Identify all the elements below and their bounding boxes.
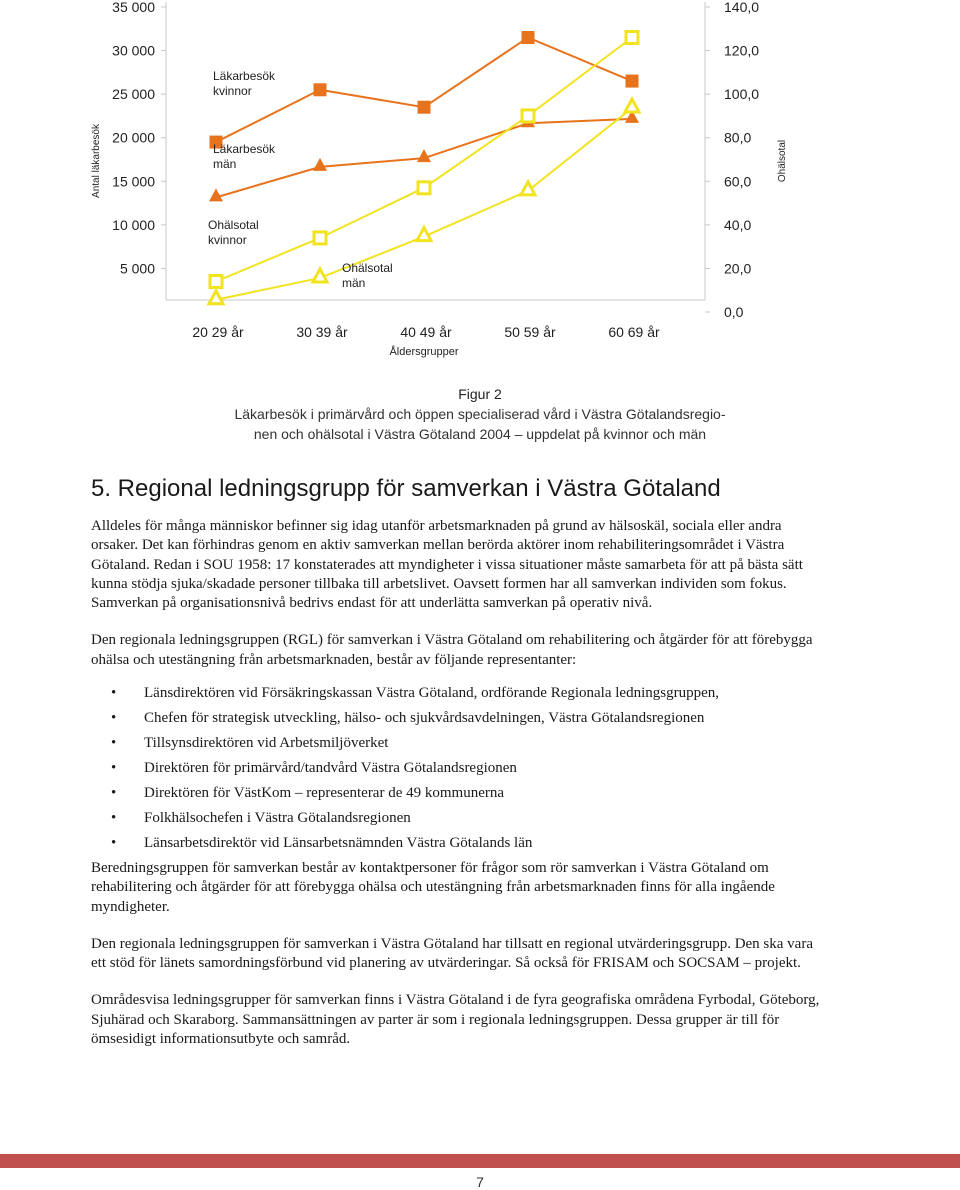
series-label bbox=[213, 142, 276, 171]
representatives-list bbox=[91, 684, 831, 853]
bullet-icon: • bbox=[111, 685, 117, 702]
paragraph-intro: Alldeles för många människor befinner sig idag utanför arbetsmarknaden på grund av hälsoskäl, sociala eller andra orsaker. Det kan förhindras genom en aktiv samverkan mellan berörda aktörer inom rehabiliteringsområdet i Västra Götaland. Redan i SOU 1958: 17 konstaterades att myndigheter i vissa situationer måste samarbeta för att på bästa sätt kunna stödja sjuka/skadade personer tillbaka till arbetslivet. Oavsett formen har all samverkan individen som fokus. Samverkan på organisationsnivå bedrivs endast för att underlätta samverkan på operativ nivå. bbox=[91, 518, 803, 612]
series-label-line: kvinnor bbox=[208, 233, 247, 247]
left-tick-label: 5 000 bbox=[119, 260, 155, 277]
series-label-line: Läkarbesök bbox=[213, 69, 276, 83]
data-point-square bbox=[522, 31, 535, 44]
list-item bbox=[91, 709, 831, 728]
list-item bbox=[91, 759, 831, 778]
section-title: 5. Regional ledningsgrupp för samverkan i Västra Götaland bbox=[91, 475, 721, 502]
data-point-triangle bbox=[313, 158, 327, 171]
bullet-icon: • bbox=[111, 810, 117, 826]
x-tick-label: 20 29 år bbox=[192, 324, 244, 340]
data-point-square bbox=[626, 75, 639, 88]
data-point-open-triangle bbox=[521, 182, 535, 195]
right-tick-label: 80,0 bbox=[724, 129, 752, 146]
bullet-icon: • bbox=[111, 710, 117, 727]
left-tick-label: 30 000 bbox=[112, 42, 155, 59]
left-tick-label: 15 000 bbox=[112, 173, 155, 190]
paragraph-utvardering: Den regionala ledningsgruppen för samverkan i Västra Götaland har tillsatt en regional utvärderingsgrupp. Den ska vara ett stöd för länets samordningsförbund vid planering av utvärderingar. Så också för FRISAM och SOCSAM – projekt. bbox=[91, 935, 813, 972]
list-item bbox=[91, 734, 831, 753]
data-point-open-square bbox=[210, 276, 222, 288]
paragraph-omradesvisa: Områdesvisa ledningsgrupper för samverkan finns i Västra Götaland i de fyra geografiska områdena Fyrbodal, Göteborg, Sjuhärad och Skaraborg. Sammansättningen av parter är som i regionala ledningsgruppen. Dessa grupper är till för ömsesidigt informationsutbyte och samråd. bbox=[91, 992, 820, 1048]
series-label-line: Ohälsotal bbox=[208, 218, 259, 232]
list-item-text: Folkhälsochefen i Västra Götalandsregionen bbox=[144, 810, 411, 826]
data-point-open-square bbox=[418, 182, 430, 194]
list-item-text: Tillsynsdirektören vid Arbetsmiljöverket bbox=[144, 735, 389, 752]
series-label bbox=[208, 218, 259, 247]
right-tick-label: 20,0 bbox=[724, 260, 752, 277]
x-tick-label: 50 59 år bbox=[504, 324, 556, 340]
series-label-line: män bbox=[213, 157, 237, 171]
paragraph-beredning: Beredningsgruppen för samverkan består av kontaktpersoner för frågor som rör samverkan i Västra Götaland om rehabilitering och åtgärder för att förebygga ohälsa och utestängning från arbetsmarknaden finns för alla ingående myndigheter. bbox=[91, 859, 775, 915]
bullet-icon: • bbox=[111, 785, 117, 802]
left-tick-label: 35 000 bbox=[112, 0, 155, 15]
list-item-text: Chefen för strategisk utveckling, hälso- och sjukvårdsavdelningen, Västra Götalandsregionen bbox=[144, 710, 705, 727]
series-label-line: män bbox=[342, 276, 366, 290]
list-item-text: Direktören för primärvård/tandvård Västra Götalandsregionen bbox=[144, 760, 517, 777]
data-point-open-square bbox=[314, 232, 326, 244]
right-tick-label: 60,0 bbox=[724, 173, 752, 190]
data-point-open-triangle bbox=[313, 269, 327, 282]
left-tick-label: 25 000 bbox=[112, 86, 155, 103]
series-label bbox=[213, 69, 276, 98]
list-item-text: Länsarbetsdirektör vid Länsarbetsnämnden Västra Götalands län bbox=[144, 834, 533, 851]
series-line bbox=[216, 108, 632, 300]
left-tick-label: 20 000 bbox=[112, 129, 155, 146]
series-label bbox=[342, 261, 393, 290]
x-tick-label: 60 69 år bbox=[608, 324, 660, 340]
data-point-square bbox=[314, 83, 327, 96]
data-point-square bbox=[418, 101, 431, 114]
data-point-open-triangle bbox=[417, 228, 431, 241]
x-tick-label: 30 39 år bbox=[296, 324, 348, 340]
data-point-open-triangle bbox=[209, 291, 223, 304]
left-axis-title: Antal läkarbesök bbox=[91, 124, 102, 198]
series-label-line: Läkarbesök bbox=[213, 142, 276, 156]
footer-bar bbox=[0, 1154, 960, 1168]
right-axis-title: Ohälsotal bbox=[777, 139, 788, 183]
bullet-icon: • bbox=[111, 760, 117, 777]
page-number: 7 bbox=[476, 1174, 484, 1190]
x-tick-label: 40 49 år bbox=[400, 324, 452, 340]
data-point-open-triangle bbox=[625, 99, 639, 112]
right-tick-label: 120,0 bbox=[724, 42, 760, 59]
paragraph-rgl: Den regionala ledningsgruppen (RGL) för samverkan i Västra Götaland om rehabilitering och åtgärder för att förebygga ohälsa och utestängning från arbetsmarknaden, består av följande representanter: bbox=[91, 632, 813, 668]
data-point-open-square bbox=[626, 32, 638, 44]
figure-caption bbox=[150, 384, 810, 444]
section-body bbox=[91, 517, 831, 1049]
legend-labels bbox=[208, 69, 393, 290]
data-point-open-square bbox=[522, 110, 534, 122]
bullet-icon: • bbox=[111, 735, 117, 752]
list-item bbox=[91, 809, 831, 828]
line-chart bbox=[0, 0, 960, 370]
list-item bbox=[91, 684, 831, 703]
list-item-text: Direktören för VästKom – representerar de 49 kommunerna bbox=[144, 785, 505, 802]
right-tick-label: 100,0 bbox=[724, 86, 760, 103]
right-tick-label: 40,0 bbox=[724, 216, 752, 233]
left-axis bbox=[91, 0, 166, 300]
x-axis bbox=[166, 300, 705, 358]
series-label-line: Ohälsotal bbox=[342, 261, 393, 275]
figure-text: Läkarbesök i primärvård och öppen specialiserad vård i Västra Götalandsregio- nen och ohälsotal i Västra Götaland 2004 – uppdelat på kvinnor och män bbox=[234, 406, 726, 442]
x-axis-title: Åldersgrupper bbox=[389, 346, 459, 358]
list-item-text: Länsdirektören vid Försäkringskassan Västra Götaland, ordförande Regionala ledningsgruppen, bbox=[144, 685, 719, 702]
series-label-line: kvinnor bbox=[213, 84, 252, 98]
left-tick-label: 10 000 bbox=[112, 216, 155, 233]
right-axis bbox=[705, 0, 788, 320]
series-line bbox=[216, 38, 632, 143]
right-tick-label: 140,0 bbox=[724, 0, 760, 15]
figure-title: Figur 2 bbox=[458, 386, 502, 402]
bullet-icon: • bbox=[111, 834, 117, 851]
data-point-triangle bbox=[209, 188, 223, 201]
list-item bbox=[91, 834, 831, 853]
list-item bbox=[91, 784, 831, 803]
right-tick-label: 0,0 bbox=[724, 304, 744, 320]
